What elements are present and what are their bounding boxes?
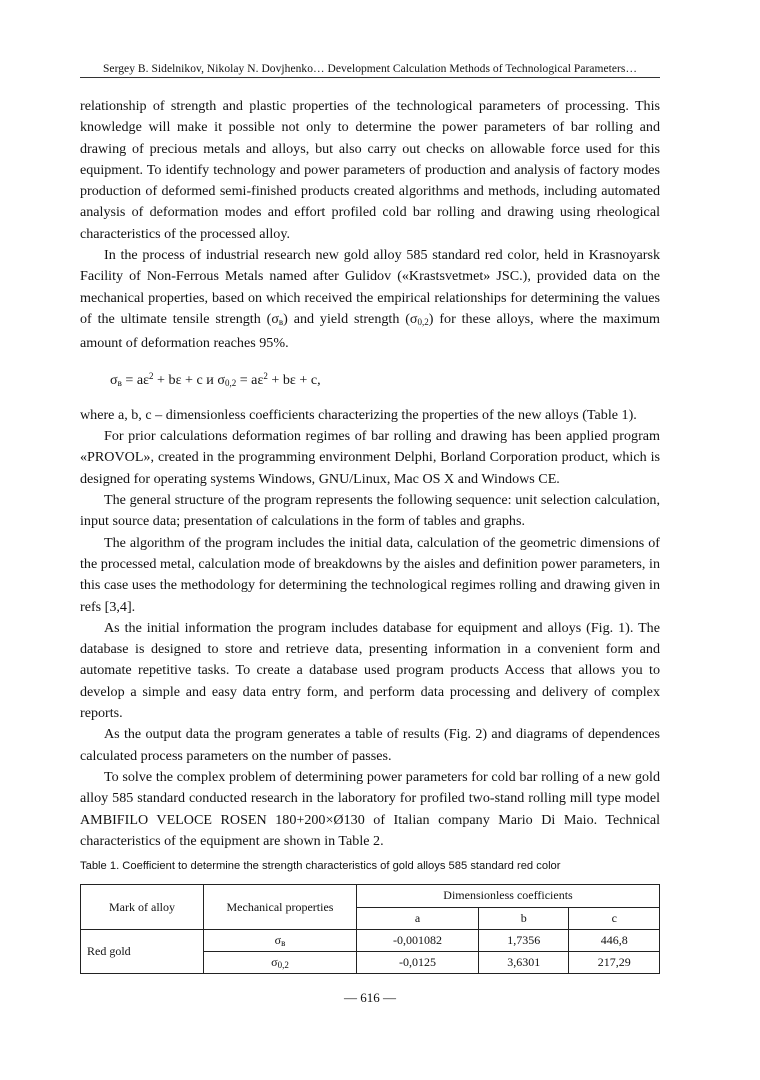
header-mechanical-properties: Mechanical properties <box>204 885 357 930</box>
header-rule <box>80 77 660 78</box>
cell-a: -0,0125 <box>357 952 479 974</box>
alloy-cell: Red gold <box>81 930 204 974</box>
paragraph: relationship of strength and plastic properties of the technological parameters of processing. This knowledge will make it possible not only to determine the power parameters of bar rolling and drawing of precious metals and alloys, but also carry out checks on allowable force used for this equipment. To identify technology and power parameters of production and analysis of factory modes production of deformed semi-finished products created algorithms and methods, including automated analysis of deformation modes and effort profiled cold bar rolling and drawing using rheological characteristics of the processed alloy. <box>80 98 660 242</box>
header-mark-of-alloy: Mark of alloy <box>81 885 204 930</box>
table-caption: Table 1. Coefficient to determine the strength characteristics of gold alloys 585 standard red color <box>80 860 561 872</box>
paragraph: In the process of industrial research new gold alloy 585 standard red color, held in Krasnoyarsk Facility of Non-Ferrous Metals named after Gulidov («Krastsvetmet» JSC.), provided data on the mechanical properties, based on which received the empirical relationships for determining the values of the ultimate tensile strength $(\sigma_в)$ and yield strength $(\sigma_{0,2})$ for these alloys, where the maximum amount of deformation reaches 95%. <box>80 247 661 352</box>
header-dimensionless-coefficients: Dimensionless coefficients <box>357 885 660 908</box>
paragraph: To solve the complex problem of determining power parameters for cold bar rolling of a new gold alloy 585 standard conducted research in the laboratory for profiled two-stand rolling mill type model AMBIFILO VELOCE ROSEN 180+200×Ø130 of Italian company Mario Di Maio. Technical characteristics of the equipment are shown in Table 2. <box>80 768 660 849</box>
paragraph: The general structure of the program represents the following sequence: unit selection calculation, input source data; presentation of calculations in the form of tables and graphs. <box>80 492 660 530</box>
cell-a: -0,001082 <box>357 930 479 952</box>
page-number: ― 616 ― <box>344 990 396 1005</box>
property-cell: $\sigma_в$ <box>204 930 357 952</box>
paragraph: As the output data the program generates a table of results (Fig. 2) and diagrams of dependences calculated process parameters on the number of passes. <box>80 726 660 764</box>
paragraph: For prior calculations deformation regimes of bar rolling and drawing has been applied program «PROVOL», created in the programming environment Delphi, Borland Corporation product, which is designed for operating systems Windows, GNU/Linux, Mac OS X and Windows CE. <box>80 428 660 487</box>
running-header: Sergey B. Sidelnikov, Nikolay N. Dovjhenko… Development Calculation Methods of Technological Parameters… <box>102 63 638 75</box>
cell-c: 446,8 <box>569 930 660 952</box>
header-b: b <box>478 907 569 930</box>
property-cell: $\sigma_{0,2}$ <box>204 952 357 974</box>
main-text <box>80 96 660 852</box>
header-a: a <box>357 907 479 930</box>
paragraph: The algorithm of the program includes the initial data, calculation of the geometric dimensions of the processed metal, calculation mode of breakdowns by the aisles and definition power parameters, in this case uses the methodology for determining the technological regimes rolling and drawing given in refs [3,4]. <box>80 534 660 615</box>
cell-c: 217,29 <box>569 952 660 974</box>
paragraph: where a, b, c – dimensionless coefficients characterizing the properties of the new alloys (Table 1). <box>80 406 637 423</box>
cell-b: 3,6301 <box>478 952 569 974</box>
paragraph: As the initial information the program includes database for equipment and alloys (Fig. 1). The database is designed to store and retrieve data, presenting information in a convenient form and automate repetitive tasks. To create a database used program products Access that allows you to develop a simple and easy data entry form, and perform data processing and delivery of complex reports. <box>80 619 660 722</box>
formula: $\sigma_в = a\varepsilon^2 + b\varepsilon + c$ и $\sigma_{0,2} = a\varepsilon^2 + b\varepsilon + c$, <box>110 370 321 388</box>
header-c: c <box>569 907 660 930</box>
table-row <box>81 930 660 952</box>
coefficients-table <box>80 884 660 974</box>
cell-b: 1,7356 <box>478 930 569 952</box>
